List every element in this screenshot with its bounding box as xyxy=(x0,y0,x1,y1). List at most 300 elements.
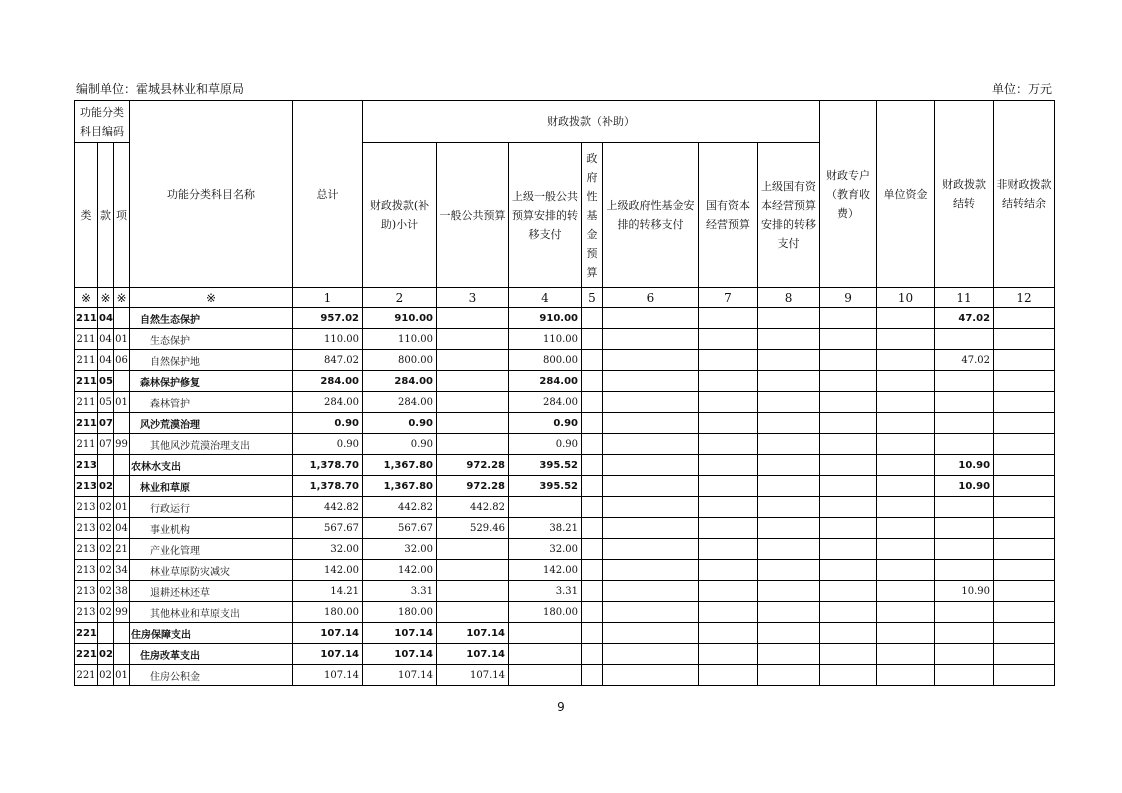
cell-xiang xyxy=(114,308,130,329)
cell-upper-capital-transfer xyxy=(758,371,820,392)
cell-upper-fund-transfer xyxy=(603,371,699,392)
header-xiang: 项 xyxy=(114,143,130,288)
cell-upper-general-transfer: 3.31 xyxy=(509,581,582,602)
cell-fiscal-carryover xyxy=(935,560,994,581)
cell-fiscal-special xyxy=(820,329,877,350)
index-row xyxy=(75,288,1055,308)
cell-fiscal-special xyxy=(820,476,877,497)
cell-fiscal-carryover xyxy=(935,329,994,350)
cell-upper-fund-transfer xyxy=(603,623,699,644)
cell-upper-capital-transfer xyxy=(758,392,820,413)
cell-fiscal-special xyxy=(820,497,877,518)
cell-general-budget: 972.28 xyxy=(437,476,509,497)
cell-fiscal-carryover xyxy=(935,602,994,623)
cell-general-budget xyxy=(437,560,509,581)
cell-general-budget xyxy=(437,602,509,623)
cell-upper-fund-transfer xyxy=(603,413,699,434)
cell-kuan: 04 xyxy=(98,329,114,350)
cell-general-budget: 107.14 xyxy=(437,644,509,665)
cell-total: 847.02 xyxy=(293,350,363,371)
cell-fiscal-special xyxy=(820,413,877,434)
index-cell: 4 xyxy=(509,288,582,308)
index-cell: 5 xyxy=(582,288,603,308)
cell-fiscal-carryover xyxy=(935,518,994,539)
cell-state-capital-budget xyxy=(699,539,758,560)
cell-upper-fund-transfer xyxy=(603,665,699,686)
header-kuan: 款 xyxy=(98,143,114,288)
cell-name: 森林管护 xyxy=(130,392,293,413)
cell-unit-funds xyxy=(877,539,935,560)
cell-unit-funds xyxy=(877,665,935,686)
cell-fiscal-carryover xyxy=(935,644,994,665)
header-general-budget: 一般公共预算 xyxy=(437,143,509,288)
cell-upper-fund-transfer xyxy=(603,392,699,413)
cell-state-capital-budget xyxy=(699,476,758,497)
cell-kuan: 02 xyxy=(98,518,114,539)
cell-name: 林业草原防灾减灾 xyxy=(130,560,293,581)
cell-xiang: 34 xyxy=(114,560,130,581)
cell-upper-fund-transfer xyxy=(603,518,699,539)
cell-nonfiscal-carryover xyxy=(994,644,1055,665)
cell-upper-fund-transfer xyxy=(603,644,699,665)
cell-gov-fund-budget xyxy=(582,665,603,686)
cell-fiscal-subtotal: 910.00 xyxy=(363,308,437,329)
page-number: 9 xyxy=(557,700,565,714)
cell-unit-funds xyxy=(877,413,935,434)
cell-xiang xyxy=(114,623,130,644)
cell-gov-fund-budget xyxy=(582,560,603,581)
table-row xyxy=(75,392,1055,413)
cell-xiang: 21 xyxy=(114,539,130,560)
index-cell: 10 xyxy=(877,288,935,308)
cell-fiscal-subtotal: 107.14 xyxy=(363,644,437,665)
cell-unit-funds xyxy=(877,581,935,602)
cell-upper-general-transfer: 32.00 xyxy=(509,539,582,560)
cell-state-capital-budget xyxy=(699,581,758,602)
cell-general-budget: 107.14 xyxy=(437,665,509,686)
cell-name: 自然保护地 xyxy=(130,350,293,371)
cell-kuan: 04 xyxy=(98,308,114,329)
cell-general-budget xyxy=(437,371,509,392)
cell-nonfiscal-carryover xyxy=(994,308,1055,329)
cell-gov-fund-budget xyxy=(582,581,603,602)
cell-xiang: 01 xyxy=(114,329,130,350)
table-row xyxy=(75,371,1055,392)
cell-kuan: 07 xyxy=(98,434,114,455)
cell-unit-funds xyxy=(877,644,935,665)
cell-upper-fund-transfer xyxy=(603,329,699,350)
cell-upper-general-transfer: 180.00 xyxy=(509,602,582,623)
cell-fiscal-subtotal: 0.90 xyxy=(363,413,437,434)
cell-total: 442.82 xyxy=(293,497,363,518)
cell-upper-fund-transfer xyxy=(603,455,699,476)
cell-upper-capital-transfer xyxy=(758,539,820,560)
cell-xiang: 99 xyxy=(114,602,130,623)
cell-fiscal-carryover xyxy=(935,539,994,560)
cell-xiang xyxy=(114,455,130,476)
cell-total: 32.00 xyxy=(293,539,363,560)
cell-unit-funds xyxy=(877,392,935,413)
table-row xyxy=(75,413,1055,434)
cell-fiscal-special xyxy=(820,371,877,392)
cell-lei: 211 xyxy=(75,434,98,455)
cell-general-budget: 107.14 xyxy=(437,623,509,644)
cell-general-budget: 442.82 xyxy=(437,497,509,518)
cell-general-budget xyxy=(437,308,509,329)
cell-name: 林业和草原 xyxy=(130,476,293,497)
cell-total: 110.00 xyxy=(293,329,363,350)
cell-upper-general-transfer: 110.00 xyxy=(509,329,582,350)
cell-upper-general-transfer xyxy=(509,644,582,665)
cell-xiang: 06 xyxy=(114,350,130,371)
cell-name: 生态保护 xyxy=(130,329,293,350)
cell-xiang: 38 xyxy=(114,581,130,602)
cell-unit-funds xyxy=(877,602,935,623)
cell-upper-general-transfer: 38.21 xyxy=(509,518,582,539)
cell-gov-fund-budget xyxy=(582,455,603,476)
table-row xyxy=(75,455,1055,476)
header-state-capital-budget: 国有资本经营预算 xyxy=(699,143,758,288)
header-function-code: 功能分类科目编码 xyxy=(75,101,130,143)
cell-nonfiscal-carryover xyxy=(994,539,1055,560)
cell-nonfiscal-carryover xyxy=(994,434,1055,455)
cell-fiscal-subtotal: 567.67 xyxy=(363,518,437,539)
cell-fiscal-subtotal: 180.00 xyxy=(363,602,437,623)
cell-nonfiscal-carryover xyxy=(994,560,1055,581)
cell-upper-general-transfer: 800.00 xyxy=(509,350,582,371)
cell-fiscal-carryover: 10.90 xyxy=(935,455,994,476)
cell-fiscal-subtotal: 107.14 xyxy=(363,623,437,644)
cell-upper-general-transfer: 395.52 xyxy=(509,455,582,476)
cell-upper-fund-transfer xyxy=(603,602,699,623)
cell-lei: 213 xyxy=(75,476,98,497)
cell-upper-capital-transfer xyxy=(758,602,820,623)
cell-fiscal-special xyxy=(820,644,877,665)
cell-upper-capital-transfer xyxy=(758,581,820,602)
cell-kuan: 05 xyxy=(98,371,114,392)
cell-fiscal-special xyxy=(820,602,877,623)
cell-upper-fund-transfer xyxy=(603,497,699,518)
cell-gov-fund-budget xyxy=(582,539,603,560)
cell-lei: 211 xyxy=(75,371,98,392)
cell-gov-fund-budget xyxy=(582,371,603,392)
cell-fiscal-special xyxy=(820,665,877,686)
cell-upper-general-transfer xyxy=(509,665,582,686)
cell-upper-capital-transfer xyxy=(758,665,820,686)
cell-fiscal-special xyxy=(820,308,877,329)
cell-fiscal-subtotal: 3.31 xyxy=(363,581,437,602)
cell-upper-capital-transfer xyxy=(758,497,820,518)
cell-lei: 213 xyxy=(75,497,98,518)
cell-total: 142.00 xyxy=(293,560,363,581)
cell-name: 其他林业和草原支出 xyxy=(130,602,293,623)
cell-lei: 221 xyxy=(75,665,98,686)
cell-name: 农林水支出 xyxy=(130,455,293,476)
cell-fiscal-special xyxy=(820,581,877,602)
header-upper-general-transfer: 上级一般公共预算安排的转移支付 xyxy=(509,143,582,288)
cell-gov-fund-budget xyxy=(582,434,603,455)
cell-lei: 213 xyxy=(75,581,98,602)
cell-total: 107.14 xyxy=(293,665,363,686)
cell-nonfiscal-carryover xyxy=(994,623,1055,644)
cell-kuan: 02 xyxy=(98,560,114,581)
cell-state-capital-budget xyxy=(699,644,758,665)
cell-upper-capital-transfer xyxy=(758,476,820,497)
cell-nonfiscal-carryover xyxy=(994,497,1055,518)
cell-gov-fund-budget xyxy=(582,644,603,665)
cell-fiscal-special xyxy=(820,539,877,560)
table-row xyxy=(75,539,1055,560)
cell-gov-fund-budget xyxy=(582,602,603,623)
cell-fiscal-special xyxy=(820,518,877,539)
header-nonfiscal-carryover: 非财政拨款结转结余 xyxy=(994,101,1055,288)
cell-state-capital-budget xyxy=(699,413,758,434)
cell-fiscal-carryover xyxy=(935,497,994,518)
cell-kuan: 05 xyxy=(98,392,114,413)
cell-xiang: 04 xyxy=(114,518,130,539)
cell-nonfiscal-carryover xyxy=(994,329,1055,350)
cell-name: 事业机构 xyxy=(130,518,293,539)
cell-upper-capital-transfer xyxy=(758,644,820,665)
cell-gov-fund-budget xyxy=(582,329,603,350)
table-row xyxy=(75,434,1055,455)
cell-unit-funds xyxy=(877,560,935,581)
table-row xyxy=(75,623,1055,644)
cell-upper-general-transfer: 0.90 xyxy=(509,413,582,434)
cell-name: 行政运行 xyxy=(130,497,293,518)
index-cell: 3 xyxy=(437,288,509,308)
cell-upper-general-transfer: 284.00 xyxy=(509,371,582,392)
table-row xyxy=(75,644,1055,665)
budget-table xyxy=(74,100,1055,686)
index-cell: 11 xyxy=(935,288,994,308)
cell-upper-fund-transfer xyxy=(603,539,699,560)
cell-gov-fund-budget xyxy=(582,308,603,329)
cell-nonfiscal-carryover xyxy=(994,602,1055,623)
cell-fiscal-carryover xyxy=(935,434,994,455)
cell-upper-general-transfer: 910.00 xyxy=(509,308,582,329)
table-row xyxy=(75,665,1055,686)
cell-lei: 213 xyxy=(75,518,98,539)
index-cell: ※ xyxy=(114,288,130,308)
cell-total: 180.00 xyxy=(293,602,363,623)
cell-upper-capital-transfer xyxy=(758,434,820,455)
cell-xiang xyxy=(114,476,130,497)
cell-name: 自然生态保护 xyxy=(130,308,293,329)
cell-state-capital-budget xyxy=(699,329,758,350)
table-row xyxy=(75,518,1055,539)
cell-total: 1,378.70 xyxy=(293,455,363,476)
cell-nonfiscal-carryover xyxy=(994,581,1055,602)
header-upper-capital-transfer: 上级国有资本经营预算安排的转移支付 xyxy=(758,143,820,288)
cell-state-capital-budget xyxy=(699,560,758,581)
header-lei: 类 xyxy=(75,143,98,288)
cell-kuan: 02 xyxy=(98,644,114,665)
cell-kuan: 02 xyxy=(98,581,114,602)
index-cell: 2 xyxy=(363,288,437,308)
cell-general-budget: 529.46 xyxy=(437,518,509,539)
cell-total: 0.90 xyxy=(293,434,363,455)
cell-fiscal-subtotal: 284.00 xyxy=(363,371,437,392)
header-gov-fund-budget: 政府性基金预算 xyxy=(582,143,603,288)
table-body xyxy=(75,308,1055,686)
cell-fiscal-subtotal: 1,367.80 xyxy=(363,455,437,476)
cell-lei: 213 xyxy=(75,455,98,476)
cell-lei: 211 xyxy=(75,329,98,350)
cell-upper-general-transfer: 395.52 xyxy=(509,476,582,497)
cell-xiang xyxy=(114,413,130,434)
cell-fiscal-subtotal: 800.00 xyxy=(363,350,437,371)
cell-fiscal-carryover: 10.90 xyxy=(935,476,994,497)
cell-unit-funds xyxy=(877,455,935,476)
cell-total: 107.14 xyxy=(293,644,363,665)
header-fiscal-carryover: 财政拨款结转 xyxy=(935,101,994,288)
cell-kuan: 07 xyxy=(98,413,114,434)
cell-fiscal-carryover xyxy=(935,413,994,434)
cell-nonfiscal-carryover xyxy=(994,476,1055,497)
header-fiscal-subtotal: 财政拨款(补助)小计 xyxy=(363,143,437,288)
cell-state-capital-budget xyxy=(699,392,758,413)
cell-lei: 221 xyxy=(75,623,98,644)
cell-gov-fund-budget xyxy=(582,392,603,413)
cell-upper-capital-transfer xyxy=(758,350,820,371)
cell-general-budget: 972.28 xyxy=(437,455,509,476)
cell-total: 107.14 xyxy=(293,623,363,644)
cell-xiang xyxy=(114,371,130,392)
cell-nonfiscal-carryover xyxy=(994,413,1055,434)
cell-nonfiscal-carryover xyxy=(994,665,1055,686)
cell-nonfiscal-carryover xyxy=(994,518,1055,539)
cell-upper-capital-transfer xyxy=(758,308,820,329)
cell-state-capital-budget xyxy=(699,623,758,644)
cell-gov-fund-budget xyxy=(582,413,603,434)
cell-xiang: 01 xyxy=(114,665,130,686)
index-cell: 12 xyxy=(994,288,1055,308)
cell-unit-funds xyxy=(877,623,935,644)
cell-general-budget xyxy=(437,392,509,413)
cell-name: 住房保障支出 xyxy=(130,623,293,644)
cell-unit-funds xyxy=(877,476,935,497)
cell-lei: 213 xyxy=(75,560,98,581)
header-function-name: 功能分类科目名称 xyxy=(130,101,293,288)
cell-gov-fund-budget xyxy=(582,497,603,518)
cell-name: 风沙荒漠治理 xyxy=(130,413,293,434)
table-row xyxy=(75,350,1055,371)
cell-fiscal-subtotal: 142.00 xyxy=(363,560,437,581)
cell-name: 退耕还林还草 xyxy=(130,581,293,602)
cell-fiscal-special xyxy=(820,455,877,476)
cell-upper-capital-transfer xyxy=(758,518,820,539)
cell-upper-fund-transfer xyxy=(603,476,699,497)
cell-name: 产业化管理 xyxy=(130,539,293,560)
cell-total: 284.00 xyxy=(293,392,363,413)
cell-xiang: 01 xyxy=(114,497,130,518)
cell-nonfiscal-carryover xyxy=(994,392,1055,413)
cell-fiscal-special xyxy=(820,392,877,413)
cell-total: 14.21 xyxy=(293,581,363,602)
cell-gov-fund-budget xyxy=(582,518,603,539)
cell-kuan xyxy=(98,623,114,644)
cell-total: 567.67 xyxy=(293,518,363,539)
cell-name: 住房公积金 xyxy=(130,665,293,686)
cell-upper-fund-transfer xyxy=(603,308,699,329)
cell-upper-fund-transfer xyxy=(603,350,699,371)
cell-unit-funds xyxy=(877,497,935,518)
cell-upper-general-transfer xyxy=(509,623,582,644)
cell-fiscal-subtotal: 0.90 xyxy=(363,434,437,455)
cell-state-capital-budget xyxy=(699,665,758,686)
cell-upper-fund-transfer xyxy=(603,581,699,602)
cell-upper-capital-transfer xyxy=(758,455,820,476)
cell-fiscal-carryover xyxy=(935,392,994,413)
cell-fiscal-carryover xyxy=(935,665,994,686)
cell-name: 森林保护修复 xyxy=(130,371,293,392)
cell-upper-general-transfer: 142.00 xyxy=(509,560,582,581)
cell-lei: 211 xyxy=(75,308,98,329)
cell-kuan: 02 xyxy=(98,602,114,623)
cell-lei: 221 xyxy=(75,644,98,665)
cell-fiscal-subtotal: 110.00 xyxy=(363,329,437,350)
table-row xyxy=(75,560,1055,581)
cell-lei: 211 xyxy=(75,413,98,434)
cell-kuan: 02 xyxy=(98,497,114,518)
cell-gov-fund-budget xyxy=(582,350,603,371)
cell-upper-general-transfer xyxy=(509,497,582,518)
cell-unit-funds xyxy=(877,434,935,455)
cell-fiscal-special xyxy=(820,623,877,644)
cell-state-capital-budget xyxy=(699,350,758,371)
cell-upper-fund-transfer xyxy=(603,560,699,581)
cell-fiscal-special xyxy=(820,434,877,455)
cell-upper-capital-transfer xyxy=(758,560,820,581)
index-cell: 8 xyxy=(758,288,820,308)
table-row xyxy=(75,602,1055,623)
cell-nonfiscal-carryover xyxy=(994,350,1055,371)
cell-kuan: 04 xyxy=(98,350,114,371)
compiling-unit: 编制单位：霍城县林业和草原局 xyxy=(76,82,245,96)
cell-general-budget xyxy=(437,539,509,560)
cell-kuan: 02 xyxy=(98,665,114,686)
cell-xiang xyxy=(114,644,130,665)
cell-general-budget xyxy=(437,329,509,350)
cell-upper-general-transfer: 284.00 xyxy=(509,392,582,413)
cell-state-capital-budget xyxy=(699,455,758,476)
cell-state-capital-budget xyxy=(699,518,758,539)
cell-fiscal-special xyxy=(820,350,877,371)
header-fiscal-group: 财政拨款（补助） xyxy=(363,101,820,143)
table-row xyxy=(75,497,1055,518)
cell-fiscal-carryover xyxy=(935,623,994,644)
currency-unit: 单位：万元 xyxy=(991,82,1052,96)
cell-general-budget xyxy=(437,413,509,434)
cell-lei: 213 xyxy=(75,539,98,560)
index-cell: 6 xyxy=(603,288,699,308)
cell-kuan: 02 xyxy=(98,539,114,560)
table-row xyxy=(75,308,1055,329)
cell-unit-funds xyxy=(877,350,935,371)
cell-fiscal-carryover: 47.02 xyxy=(935,350,994,371)
cell-fiscal-subtotal: 442.82 xyxy=(363,497,437,518)
cell-unit-funds xyxy=(877,329,935,350)
header-unit-funds: 单位资金 xyxy=(877,101,935,288)
cell-lei: 211 xyxy=(75,392,98,413)
cell-fiscal-subtotal: 32.00 xyxy=(363,539,437,560)
cell-general-budget xyxy=(437,581,509,602)
cell-fiscal-subtotal: 1,367.80 xyxy=(363,476,437,497)
cell-fiscal-carryover: 47.02 xyxy=(935,308,994,329)
cell-upper-capital-transfer xyxy=(758,623,820,644)
header-total: 总计 xyxy=(293,101,363,288)
